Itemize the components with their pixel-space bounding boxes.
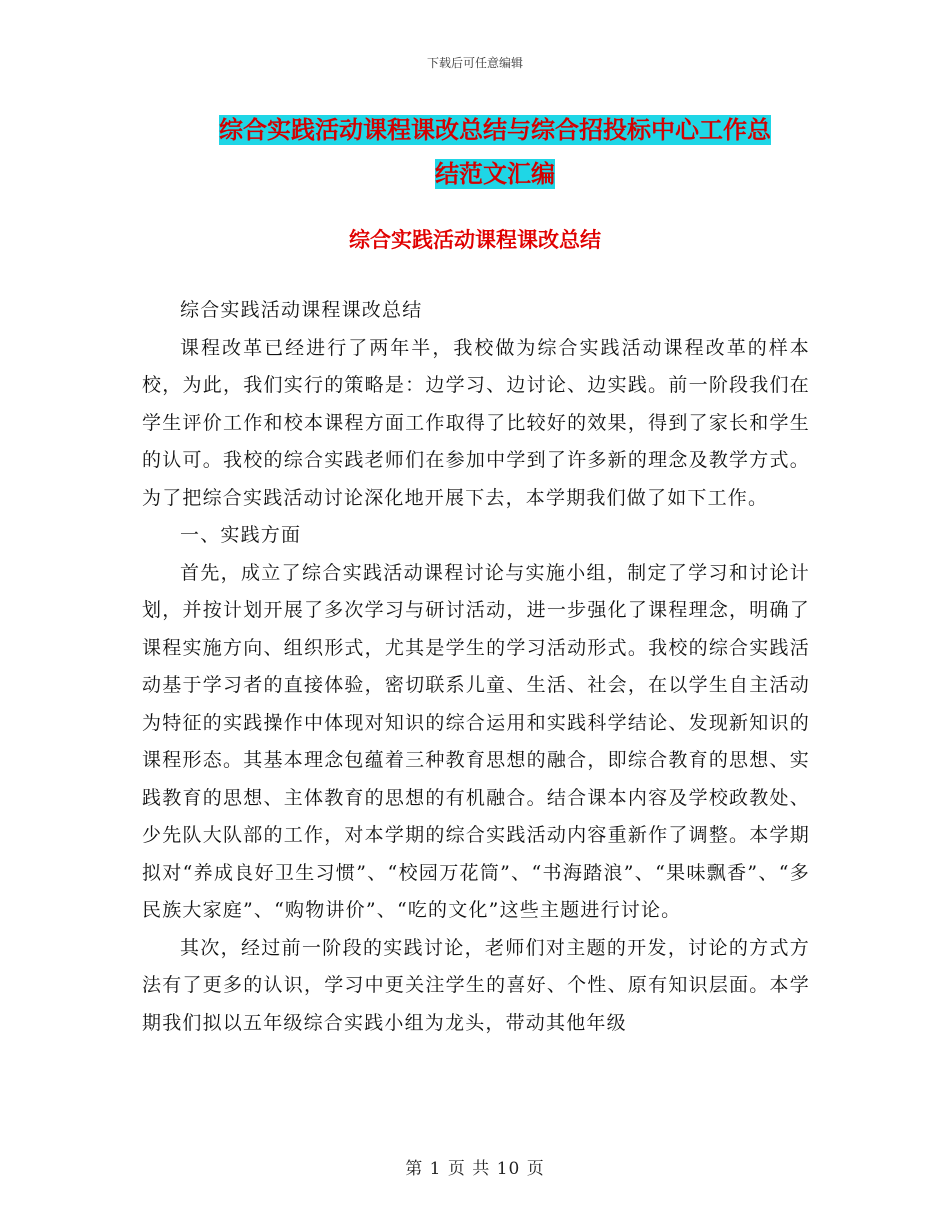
paragraph: 其次，经过前一阶段的实践讨论，老师们对主题的开发，讨论的方式方法有了更多的认识，学习中更关注学生的喜好、个性、原有知识层面。本学期我们拟以五年级综合实践小组为龙头，带动其他年级 [142, 936, 810, 1034]
paragraph: 综合实践活动课程课改总结 [180, 299, 423, 321]
section-heading: 综合实践活动课程课改总结 [349, 228, 601, 252]
document-body [142, 292, 810, 1042]
paragraph: 一、实践方面 [180, 524, 302, 546]
document-title-line-2: 结范文汇编 [435, 160, 555, 188]
paragraph: 课程改革已经进行了两年半，我校做为综合实践活动课程改革的样本校，为此，我们实行的策略是：边学习、边讨论、边实践。前一阶段我们在学生评价工作和校本课程方面工作取得了比较好的效果，得到了家长和学生的认可。我校的综合实践老师们在参加中学到了许多新的理念及教学方式。为了把综合实践活动讨论深化地开展下去，本学期我们做了如下工作。 [142, 336, 810, 509]
document-title-line-1: 综合实践活动课程课改总结与综合招投标中心工作总 [219, 116, 771, 144]
page-footer: 第 1 页 共 10 页 [405, 1159, 545, 1179]
document-title [150, 108, 840, 196]
paragraph: 首先，成立了综合实践活动课程讨论与实施小组，制定了学习和讨论计划，并按计划开展了多次学习与研讨活动，进一步强化了课程理念，明确了课程实施方向、组织形式，尤其是学生的学习活动形式。我校的综合实践活动基于学习者的直接体验，密切联系儿童、生活、社会，在以学生自主活动为特征的实践操作中体现对知识的综合运用和实践科学结论、发现新知识的课程形态。其基本理念包蕴着三种教育思想的融合，即综合教育的思想、实践教育的思想、主体教育的思想的有机融合。结合课本内容及学校政教处、少先队大队部的工作，对本学期的综合实践活动内容重新作了调整。本学期拟对“养成良好卫生习惯”、“校园万花筒”、“书海踏浪”、“果味飘香”、“多民族大家庭”、“购物讲价”、“吃的文化”这些主题进行讨论。 [142, 561, 810, 921]
page-header-note: 下载后可任意编辑 [426, 56, 523, 70]
